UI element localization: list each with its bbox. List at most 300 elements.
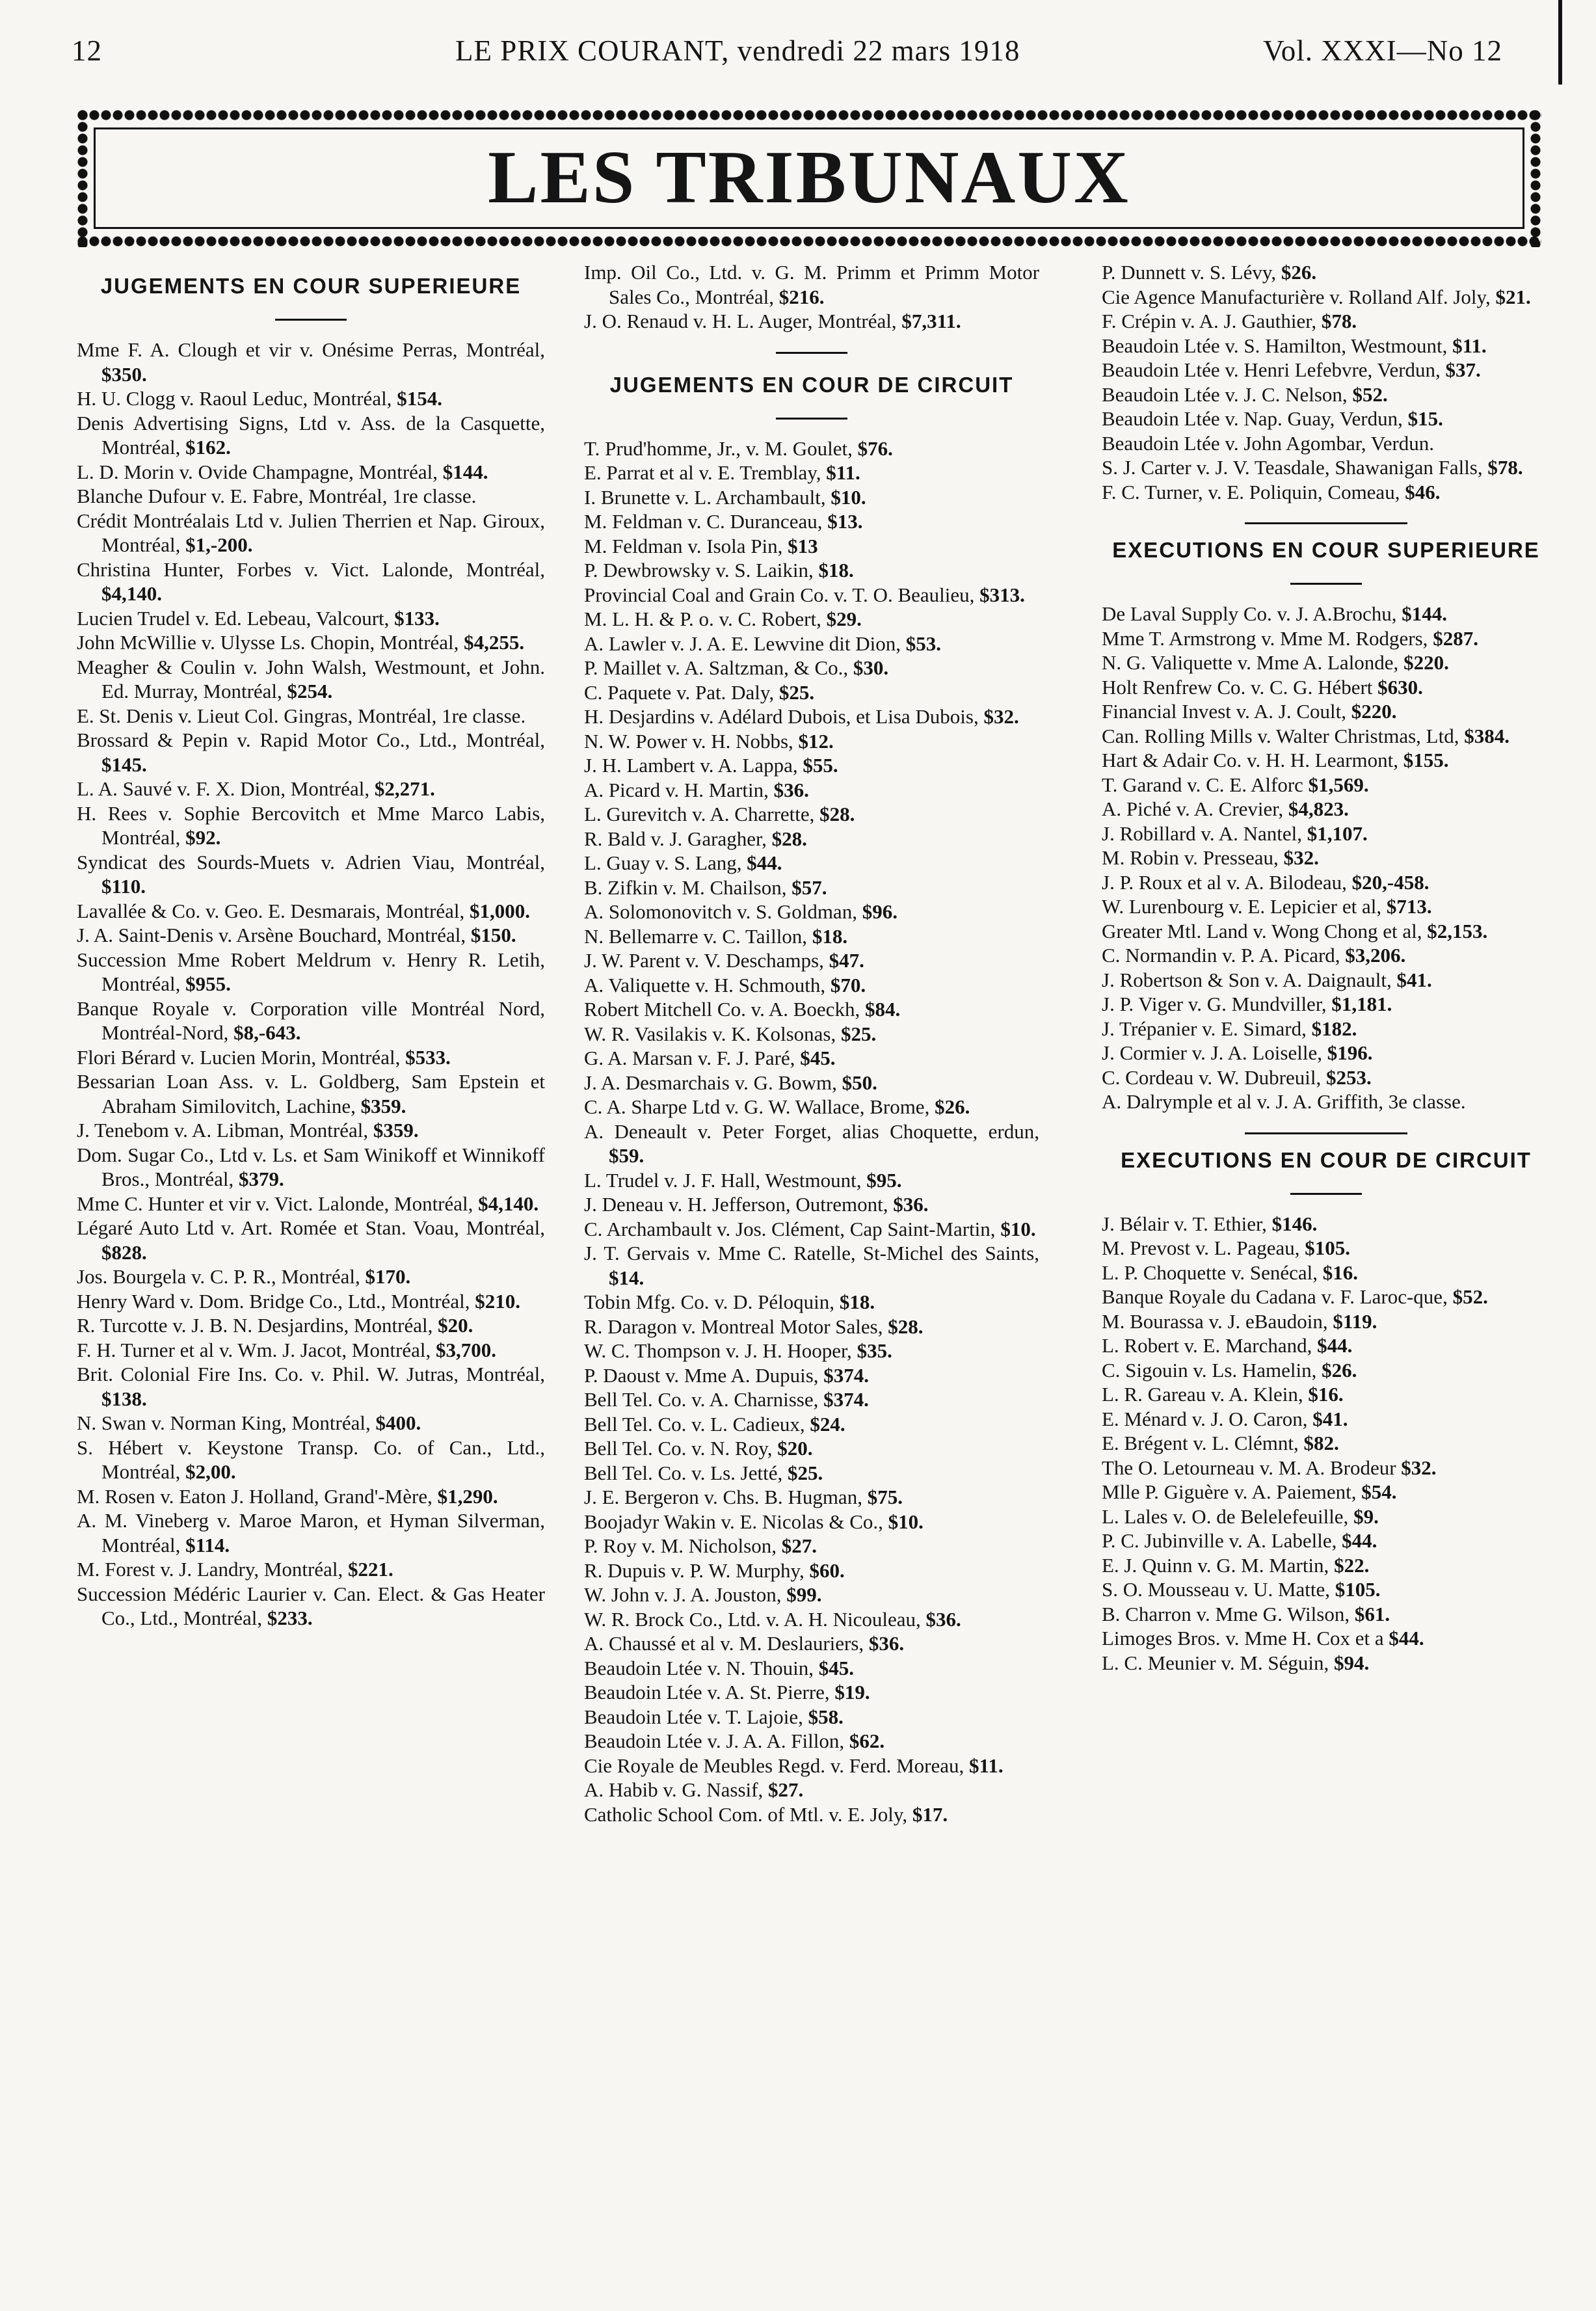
judgment-entry (77, 923, 545, 948)
judgment-entry (1102, 992, 1550, 1017)
entry-parties: C. Sigouin v. Ls. Hamelin, (1102, 1358, 1322, 1382)
ornamental-border-bottom (77, 235, 1541, 247)
judgment-entry (1102, 822, 1550, 846)
entry-amount: $254. (287, 680, 333, 702)
entry-parties: F. Crépin v. A. J. Gauthier, (1102, 310, 1322, 332)
entry-parties: N. Swan v. Norman King, Montréal, (77, 1411, 376, 1434)
entry-amount: $221. (348, 1558, 393, 1581)
judgment-entry (584, 534, 1039, 559)
entry-amount: $12. (798, 729, 834, 753)
entry-parties: John McWillie v. Ulysse Ls. Chopin, Montréal, (77, 631, 464, 654)
entry-amount: $9. (1353, 1504, 1379, 1528)
entry-parties: L. P. Choquette v. Senécal, (1102, 1261, 1323, 1284)
judgment-entry (1102, 480, 1550, 505)
judgment-entry (584, 656, 1039, 680)
judgment-entry (584, 509, 1039, 534)
entry-amount: $26. (1322, 1358, 1357, 1382)
entry-parties: Jos. Bourgela v. C. P. R., Montréal, (77, 1265, 366, 1288)
judgment-entry (584, 900, 1039, 924)
entry-amount: $210. (475, 1289, 520, 1313)
entry-amount: $59. (609, 1144, 645, 1167)
entry-parties: W. R. Vasilakis v. K. Kolsonas, (584, 1022, 841, 1045)
judgment-entry (77, 1143, 545, 1192)
entry-amount: $630. (1377, 675, 1423, 699)
entry-parties: W. John v. J. A. Jouston, (584, 1583, 787, 1606)
entry-parties: Holt Renfrew Co. v. C. G. Hébert (1102, 675, 1378, 699)
entry-amount: $374. (823, 1388, 869, 1411)
entry-list (1102, 260, 1550, 504)
entry-amount: $119. (1333, 1309, 1377, 1333)
entry-amount: $110. (101, 875, 146, 898)
entry-amount: $400. (375, 1411, 421, 1434)
entry-parties: C. Archambault v. Jos. Clément, Cap Saint-Martin, (584, 1217, 1001, 1240)
judgment-entry (1102, 358, 1550, 382)
entry-amount: $44. (747, 851, 782, 874)
entry-amount: $253. (1325, 1065, 1372, 1089)
entry-parties: Cie Royale de Meubles Regd. v. Ferd. Moreau, (584, 1754, 970, 1777)
judgment-entry (584, 632, 1039, 656)
entry-amount: $7,311. (901, 310, 961, 332)
judgment-entry (77, 1484, 545, 1509)
entry-parties: Banque Royale du Cadana v. F. Laroc-que, (1102, 1285, 1453, 1308)
entry-amount: $14. (609, 1266, 645, 1289)
judgment-entry (1102, 1017, 1550, 1041)
entry-parties: E. Brégent v. L. Clémnt, (1102, 1432, 1304, 1454)
entry-list (584, 260, 1039, 334)
judgment-entry (1102, 626, 1550, 651)
judgment-entry (1102, 1577, 1550, 1602)
entry-amount: $13 (788, 534, 818, 557)
entry-parties: A. Picard v. H. Martin, (584, 778, 774, 801)
judgment-entry (1102, 1358, 1550, 1383)
entry-amount: $10. (1000, 1217, 1036, 1240)
entry-parties: Imp. Oil Co., Ltd. v. G. M. Primm et Primm Motor Sales Co., Montréal, (584, 261, 1039, 308)
entry-parties: N. W. Power v. H. Nobbs, (584, 729, 799, 753)
entry-parties: Brossard & Pepin v. Rapid Motor Co., Ltd., Montréal, (77, 728, 545, 751)
judgment-entry (1102, 260, 1550, 285)
entry-parties: J. T. Gervais v. Mme C. Ratelle, St-Michel des Saints, (584, 1242, 1039, 1264)
entry-amount: $16. (1308, 1383, 1344, 1406)
judgment-entry (77, 460, 545, 485)
judgment-entry (584, 948, 1039, 973)
entry-amount: $50. (842, 1071, 877, 1094)
entry-amount: $2,153. (1427, 919, 1488, 942)
judgment-entry (584, 1705, 1039, 1730)
entry-amount: $70. (830, 973, 866, 996)
entry-amount: $37. (1445, 358, 1481, 381)
entry-amount: $60. (809, 1558, 845, 1582)
entry-amount: $287. (1433, 626, 1478, 650)
entry-amount: $359. (360, 1094, 406, 1117)
entry-amount: $28. (888, 1315, 924, 1338)
judgment-entry (584, 485, 1039, 510)
entry-amount: $36. (868, 1632, 905, 1655)
judgment-entry (1102, 1529, 1550, 1553)
judgment-entry (584, 558, 1039, 583)
entry-parties: B. Charron v. Mme G. Wilson, (1102, 1602, 1355, 1625)
entry-parties: R. Turcotte v. J. B. N. Desjardins, Montréal, (77, 1314, 438, 1337)
entry-parties: Greater Mtl. Land v. Wong Chong et al, (1102, 919, 1428, 942)
judgment-entry (77, 996, 545, 1045)
entry-parties: C. Paquete v. Pat. Daly, (584, 680, 779, 704)
judgment-entry (584, 924, 1039, 949)
entry-parties: A. Deneault v. Peter Forget, alias Choquette, erdun, (584, 1119, 1039, 1143)
entry-parties: Beaudoin Ltée v. Henri Lefebvre, Verdun, (1102, 358, 1446, 381)
entry-parties: Banque Royale v. Corporation ville Montréal Nord, Montréal-Nord, (77, 996, 545, 1044)
entry-amount: $155. (1403, 749, 1449, 771)
entry-parties: M. Rosen v. Eaton J. Holland, Grand'-Mère, (77, 1484, 438, 1508)
entry-amount: $28. (771, 827, 807, 850)
entry-parties: Légaré Auto Ltd v. Art. Romée et Stan. Voau, Montréal, (77, 1216, 545, 1239)
heading-jugements-superieure: JUGEMENTS EN COUR SUPERIEURE (100, 274, 522, 298)
entry-parties: Beaudoin Ltée v. John Agombar, Verdun. (1102, 431, 1435, 455)
judgment-entry (77, 801, 545, 850)
entry-amount: $27. (767, 1778, 804, 1801)
judgment-entry (1102, 1285, 1550, 1309)
judgment-entry (584, 1583, 1039, 1607)
entry-parties: Beaudoin Ltée v. A. St. Pierre, (584, 1681, 835, 1703)
entry-amount: $828. (101, 1240, 147, 1264)
entry-parties: J. O. Renaud v. H. L. Auger, Montréal, (584, 310, 902, 332)
judgment-entry (584, 704, 1039, 729)
entry-parties: M. Prevost v. L. Pageau, (1102, 1236, 1305, 1259)
entry-parties: Beaudoin Ltée v. N. Thouin, (584, 1656, 819, 1679)
entry-amount: $233. (267, 1607, 313, 1629)
entry-parties: A. Chaussé et al v. M. Deslauriers, (584, 1632, 869, 1655)
entry-amount: $10. (888, 1510, 924, 1533)
entry-amount: $35. (857, 1339, 892, 1362)
judgment-entry (1102, 1553, 1550, 1578)
judgment-entry (77, 777, 545, 801)
entry-parties: Hart & Adair Co. v. H. H. Learmont, (1102, 749, 1403, 771)
entry-amount: $26. (1281, 261, 1317, 284)
entry-amount: $170. (365, 1265, 411, 1288)
entry-parties: Bell Tel. Co. v. Ls. Jetté, (584, 1461, 788, 1484)
entry-amount: $162. (185, 436, 231, 459)
entry-parties: Tobin Mfg. Co. v. D. Péloquin, (584, 1290, 840, 1313)
entry-amount: $144. (442, 460, 488, 483)
heading-jugements-circuit: JUGEMENTS EN COUR DE CIRCUIT (609, 372, 1014, 397)
entry-amount: $11. (1452, 334, 1487, 357)
entry-amount: $36. (773, 778, 809, 801)
entry-parties: A. Dalrymple et al v. J. A. Griffith, 3e classe. (1102, 1090, 1466, 1113)
entry-parties: S. J. Carter v. J. V. Teasdale, Shawanigan Falls, (1102, 456, 1488, 479)
entry-amount: $150. (470, 924, 516, 946)
judgment-entry (77, 1313, 545, 1338)
entry-parties: J. Robertson & Son v. A. Daignault, (1102, 968, 1397, 991)
entry-amount: $54. (1361, 1480, 1397, 1503)
judgment-entry (584, 1241, 1039, 1290)
entry-amount: $114. (185, 1533, 230, 1556)
divider (1290, 1193, 1362, 1195)
judgment-entry (1102, 407, 1550, 431)
heading-executions-circuit: EXECUTIONS EN COUR DE CIRCUIT (1121, 1147, 1532, 1172)
entry-amount: $82. (1303, 1432, 1339, 1454)
entry-amount: $30. (853, 656, 889, 679)
entry-amount: $29. (826, 608, 862, 630)
entry-parties: L. C. Meunier v. M. Séguin, (1102, 1651, 1335, 1674)
judgment-entry (584, 1534, 1039, 1558)
entry-parties: M. Feldman v. C. Duranceau, (584, 510, 828, 533)
entry-parties: Mme F. A. Clough et vir v. Onésime Perras, Montréal, (77, 338, 545, 361)
entry-parties: L. D. Morin v. Ovide Champagne, Montréal, (77, 460, 443, 483)
entry-parties: L. Trudel v. J. F. Hall, Westmount, (584, 1168, 867, 1192)
judgment-entry (584, 1510, 1039, 1534)
judgment-entry (1102, 1480, 1550, 1504)
entry-list (1102, 1212, 1550, 1676)
judgment-entry (584, 1802, 1039, 1827)
judgment-entry (1102, 724, 1550, 749)
entry-amount: $713. (1386, 895, 1432, 918)
entry-amount: $196. (1327, 1041, 1373, 1064)
judgment-entry (584, 1095, 1039, 1119)
judgment-entry (584, 1461, 1039, 1486)
column-3 (1102, 260, 1550, 1675)
entry-amount: $220. (1403, 651, 1449, 674)
judgment-entry (584, 1071, 1039, 1095)
entry-parties: Lucien Trudel v. Ed. Lebeau, Valcourt, (77, 606, 395, 630)
entry-parties: R. Bald v. J. Garagher, (584, 827, 772, 850)
entry-amount: $19. (834, 1681, 870, 1703)
entry-amount: $145. (101, 753, 147, 776)
entry-parties: P. Roy v. M. Nicholson, (584, 1534, 782, 1557)
entry-parties: De Laval Supply Co. v. J. A.Brochu, (1102, 602, 1402, 625)
judgment-entry (584, 1485, 1039, 1510)
entry-parties: S. Hébert v. Keystone Transp. Co. of Can., Ltd., Montréal, (77, 1436, 545, 1483)
judgment-entry (77, 338, 545, 386)
judgment-entry (584, 1754, 1039, 1778)
entry-amount: $25. (787, 1461, 823, 1484)
judgment-entry (77, 484, 545, 509)
entry-parties: J. W. Parent v. V. Deschamps, (584, 949, 829, 972)
entry-parties: N. G. Valiquette v. Mme A. Lalonde, (1102, 651, 1404, 674)
divider (1245, 1132, 1407, 1134)
judgment-entry (77, 411, 545, 460)
entry-parties: L. Guay v. S. Lang, (584, 851, 747, 874)
judgment-entry (584, 607, 1039, 632)
judgment-entry (1102, 309, 1550, 334)
judgment-entry (1102, 1041, 1550, 1065)
judgment-entry (584, 461, 1039, 485)
entry-parties: L. Gurevitch v. A. Charrette, (584, 803, 820, 825)
entry-parties: G. A. Marsan v. F. J. Paré, (584, 1047, 801, 1069)
entry-amount: $146. (1271, 1212, 1318, 1235)
entry-parties: J. Trépanier v. E. Simard, (1102, 1017, 1312, 1040)
judgment-entry (77, 1362, 545, 1411)
entry-parties: Blanche Dufour v. E. Fabre, Montréal, 1re classe. (77, 485, 477, 507)
entry-amount: $21. (1495, 285, 1531, 308)
judgment-entry (77, 1411, 545, 1436)
entry-amount: $46. (1405, 480, 1441, 503)
judgment-entry (77, 557, 545, 606)
judgment-entry (77, 948, 545, 996)
entry-parties: S. O. Mousseau v. U. Matte, (1102, 1578, 1335, 1601)
judgment-entry (77, 1436, 545, 1484)
entry-parties: W. Lurenbourg v. E. Lepicier et al, (1102, 895, 1387, 918)
judgment-entry (77, 1216, 545, 1264)
entry-parties: J. E. Bergeron v. Chs. B. Hugman, (584, 1486, 868, 1508)
judgment-entry (1102, 1431, 1550, 1456)
divider (776, 352, 847, 354)
entry-parties: J. Cormier v. J. A. Loiselle, (1102, 1041, 1327, 1064)
judgment-entry (584, 1778, 1039, 1802)
judgment-entry (1102, 1065, 1550, 1090)
judgment-entry (584, 1631, 1039, 1656)
judgment-entry (584, 1363, 1039, 1388)
judgment-entry (584, 260, 1039, 309)
entry-parties: W. R. Brock Co., Ltd. v. A. H. Nicouleau, (584, 1607, 926, 1631)
judgment-entry (1102, 773, 1550, 797)
judgment-entry (1102, 846, 1550, 870)
entry-amount: $25. (778, 680, 815, 704)
entry-parties: Financial Invest v. A. J. Coult, (1102, 700, 1351, 723)
judgment-entry (77, 1508, 545, 1557)
judgment-entry (584, 827, 1039, 851)
judgment-entry (1102, 1651, 1550, 1676)
entry-amount: $17. (912, 1802, 948, 1826)
entry-parties: M. Feldman v. Isola Pin, (584, 534, 788, 557)
judgment-entry (77, 1582, 545, 1631)
publication-date-line: LE PRIX COURANT, vendredi 22 mars 1918 (455, 34, 1020, 67)
heading-executions-superieure: EXECUTIONS EN COUR SUPERIEURE (1112, 538, 1540, 562)
entry-parties: P. Maillet v. A. Saltzman, & Co., (584, 656, 853, 679)
entry-parties: Catholic School Com. of Mtl. v. E. Joly, (584, 1802, 912, 1826)
judgment-entry (1102, 1504, 1550, 1529)
entry-amount: $11. (969, 1754, 1004, 1777)
entry-parties: C. A. Sharpe Ltd v. G. W. Wallace, Brome, (584, 1095, 935, 1118)
judgment-entry (77, 704, 545, 728)
entry-amount: $313. (979, 583, 1025, 606)
entry-amount: $28. (819, 803, 855, 825)
judgment-entry (1102, 1407, 1550, 1432)
judgment-entry (584, 1217, 1039, 1242)
entry-amount: $133. (394, 606, 440, 630)
entry-amount: $25. (840, 1022, 877, 1045)
ornamental-border-top (77, 109, 1541, 121)
judgment-entry (584, 1046, 1039, 1071)
entry-parties: Beaudoin Ltée v. J. A. A. Fillon, (584, 1730, 849, 1752)
judgment-entry (584, 680, 1039, 705)
entry-parties: J. Tenebom v. A. Libman, Montréal, (77, 1119, 373, 1142)
judgment-entry (584, 1315, 1039, 1339)
entry-parties: L. Robert v. E. Marchand, (1102, 1334, 1318, 1357)
judgment-entry (77, 1192, 545, 1216)
entry-amount: $57. (791, 875, 827, 899)
entry-amount: $18. (812, 924, 848, 948)
judgment-entry (584, 1168, 1039, 1193)
entry-amount: $61. (1354, 1602, 1390, 1625)
judgment-entry (584, 436, 1039, 461)
entry-parties: E. St. Denis v. Lieut Col. Gingras, Montréal, 1re classe. (77, 704, 526, 727)
judgment-entry (77, 1264, 545, 1289)
entry-amount: $36. (893, 1193, 929, 1216)
entry-parties: R. Dupuis v. P. W. Murphy, (584, 1558, 810, 1582)
entry-amount: $95. (866, 1168, 902, 1192)
entry-parties: H. U. Clogg v. Raoul Leduc, Montréal, (77, 387, 397, 410)
divider (1290, 583, 1362, 585)
entry-parties: H. Rees v. Sophie Bercovitch et Mme Marco Labis, Montréal, (77, 801, 545, 849)
entry-amount: $105. (1335, 1578, 1381, 1601)
judgment-entry (1102, 650, 1550, 675)
entry-parties: J. H. Lambert v. A. Lappa, (584, 754, 803, 777)
entry-parties: J. Deneau v. H. Jefferson, Outremont, (584, 1193, 894, 1216)
entry-parties: A. Lawler v. J. A. E. Lewvine dit Dion, (584, 632, 906, 655)
judgment-entry (77, 655, 545, 704)
judgment-entry (584, 778, 1039, 803)
entry-parties: Bessarian Loan Ass. v. L. Goldberg, Sam Epstein et Abraham Similovitch, Lachine, (77, 1070, 545, 1117)
entry-amount: $75. (867, 1486, 903, 1508)
judgment-entry (584, 1558, 1039, 1583)
entry-parties: Robert Mitchell Co. v. A. Boeckh, (584, 998, 865, 1021)
judgment-entry (584, 1339, 1039, 1363)
entry-amount: $41. (1396, 968, 1432, 991)
entry-parties: B. Zifkin v. M. Chailson, (584, 875, 792, 899)
entry-parties: C. Cordeau v. W. Dubreuil, (1102, 1065, 1326, 1089)
judgment-entry (584, 1436, 1039, 1461)
entry-parties: Flori Bérard v. Lucien Morin, Montréal, (77, 1045, 406, 1069)
section-banner (77, 109, 1541, 247)
entry-amount: $220. (1351, 700, 1397, 723)
entry-amount: $58. (808, 1705, 844, 1728)
judgment-entry (1102, 1602, 1550, 1627)
entry-amount: $1,290. (437, 1484, 498, 1508)
section-title: LES TRIBUNAUX (488, 136, 1130, 219)
entry-amount: $16. (1322, 1261, 1359, 1284)
judgment-entry (1102, 455, 1550, 480)
entry-amount: $2,271. (374, 777, 435, 800)
entry-parties: Beaudoin Ltée v. S. Hamilton, Westmount, (1102, 334, 1453, 357)
entry-parties: N. Bellemarre v. C. Taillon, (584, 924, 812, 948)
column-2 (584, 260, 1039, 1826)
judgment-entry (77, 630, 545, 655)
judgment-entry (584, 875, 1039, 900)
judgment-entry (1102, 1261, 1550, 1285)
judgment-entry (584, 1729, 1039, 1754)
entry-amount: $138. (101, 1387, 147, 1410)
judgment-entry (1102, 797, 1550, 822)
entry-parties: T. Prud'homme, Jr., v. M. Goulet, (584, 436, 858, 460)
entry-parties: Beaudoin Ltée v. T. Lajoie, (584, 1705, 808, 1728)
entry-parties: Dom. Sugar Co., Ltd v. Ls. et Sam Winikoff et Winnikoff Bros., Montréal, (77, 1143, 545, 1190)
entry-amount: $10. (831, 485, 866, 509)
judgment-entry (584, 1607, 1039, 1632)
judgment-entry (584, 851, 1039, 875)
entry-amount: $41. (1312, 1407, 1348, 1430)
judgment-entry (1102, 1212, 1550, 1236)
entry-parties: F. C. Turner, v. E. Poliquin, Comeau, (1102, 480, 1405, 503)
entry-parties: M. L. H. & P. o. v. C. Robert, (584, 608, 827, 630)
judgment-entry (1102, 748, 1550, 773)
judgment-entry (584, 1119, 1039, 1168)
judgment-entry (77, 509, 545, 557)
entry-parties: P. Dewbrowsky v. S. Laikin, (584, 559, 819, 581)
entry-amount: $1,107. (1307, 822, 1368, 845)
entry-amount: $92. (185, 826, 221, 849)
judgment-entry (1102, 968, 1550, 993)
page-edge-rule (1558, 0, 1562, 85)
entry-amount: $8,-643. (233, 1021, 301, 1044)
judgment-entry (584, 1680, 1039, 1705)
entry-amount: $45. (800, 1047, 836, 1069)
entry-parties: P. C. Jubinville v. A. Labelle, (1102, 1529, 1342, 1552)
entry-amount: $154. (397, 387, 442, 410)
page-number: 12 (72, 34, 102, 67)
entry-amount: $359. (373, 1119, 419, 1142)
entry-parties: J. A. Saint-Denis v. Arsène Bouchard, Montréal, (77, 924, 471, 946)
entry-parties: T. Garand v. C. E. Alforc (1102, 773, 1309, 796)
entry-parties: J. A. Desmarchais v. G. Bowm, (584, 1071, 842, 1094)
entry-amount: $4,140. (101, 582, 162, 605)
